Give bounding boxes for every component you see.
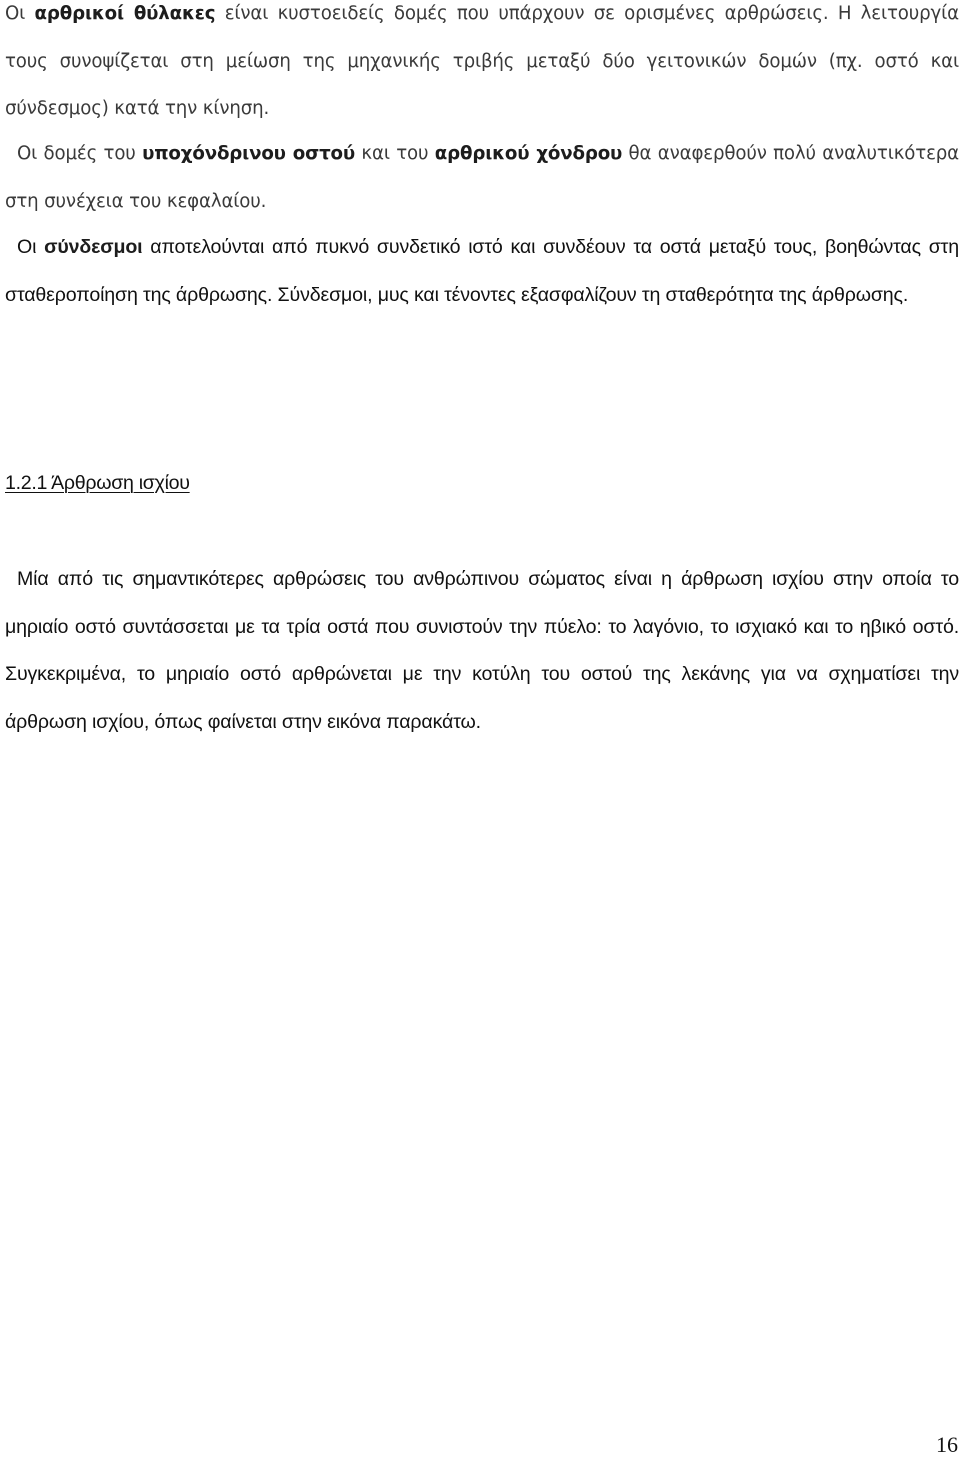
- section-heading: 1.2.1 Άρθρωση ισχίου: [5, 472, 190, 494]
- paragraph-ligaments: [5, 224, 959, 319]
- paragraph-hip-joint: [5, 556, 959, 746]
- bold-term-articular-cartilage: αρθρικού χόνδρου: [434, 143, 623, 164]
- paragraph-text: Μία από τις σημαντικότερες αρθρώσεις του ανθρώπινου σώματος είναι η άρθρωση ισχίου στην οποία το μηριαίο οστό συντάσσεται με τα τρία οστά που συνιστούν την πύελο: το λαγόνιο, το ισχιακό και το ηβικό οστό. Συγκεκριμένα, το μηριαίο οστό αρθρώνεται με την κοτύλη του οστού της λεκάνης για να σχηματίσει την άρθρωση ισχίου, όπως φαίνεται στην εικόνα παρακάτω.: [5, 568, 959, 733]
- bold-term-articular-bursae: αρθρικοί θύλακες: [34, 3, 216, 24]
- page-number: 16: [936, 1432, 958, 1457]
- paragraph-text: και του: [355, 143, 435, 164]
- paragraph-text: Οι: [17, 236, 45, 258]
- paragraph-text: Οι δομές του: [17, 143, 143, 164]
- paragraph-text: Οι: [5, 3, 35, 24]
- bold-term-subchondral-bone: υποχόνδρινου οστού: [142, 143, 356, 164]
- paragraph-subchondral-bone: [5, 130, 959, 225]
- paragraph-articular-bursae: [5, 0, 959, 133]
- paragraph-text: είναι κυστοειδείς δομές που υπάρχουν σε ορισμένες αρθρώσεις. Η λειτουργία τους συνοψίζεται στη μείωση της μηχανικής τριβής μεταξύ δύο γειτονικών δομών (πχ. οστό και σύνδεσμος) κατά την κίνηση.: [5, 3, 959, 119]
- bold-term-ligaments: σύνδεσμοι: [44, 236, 143, 258]
- paragraph-text: αποτελούνται από πυκνό συνδετικό ιστό και συνδέουν τα οστά μεταξύ τους, βοηθώντας στη σταθεροποίηση της άρθρωσης. Σύνδεσμοι, μυς και τένοντες εξασφαλίζουν τη σταθερότητα της άρθρωσης.: [5, 236, 959, 306]
- paragraph-text: θα αναφερθούν πολύ αναλυτικότερα στη συνέχεια του κεφαλαίου.: [5, 143, 959, 212]
